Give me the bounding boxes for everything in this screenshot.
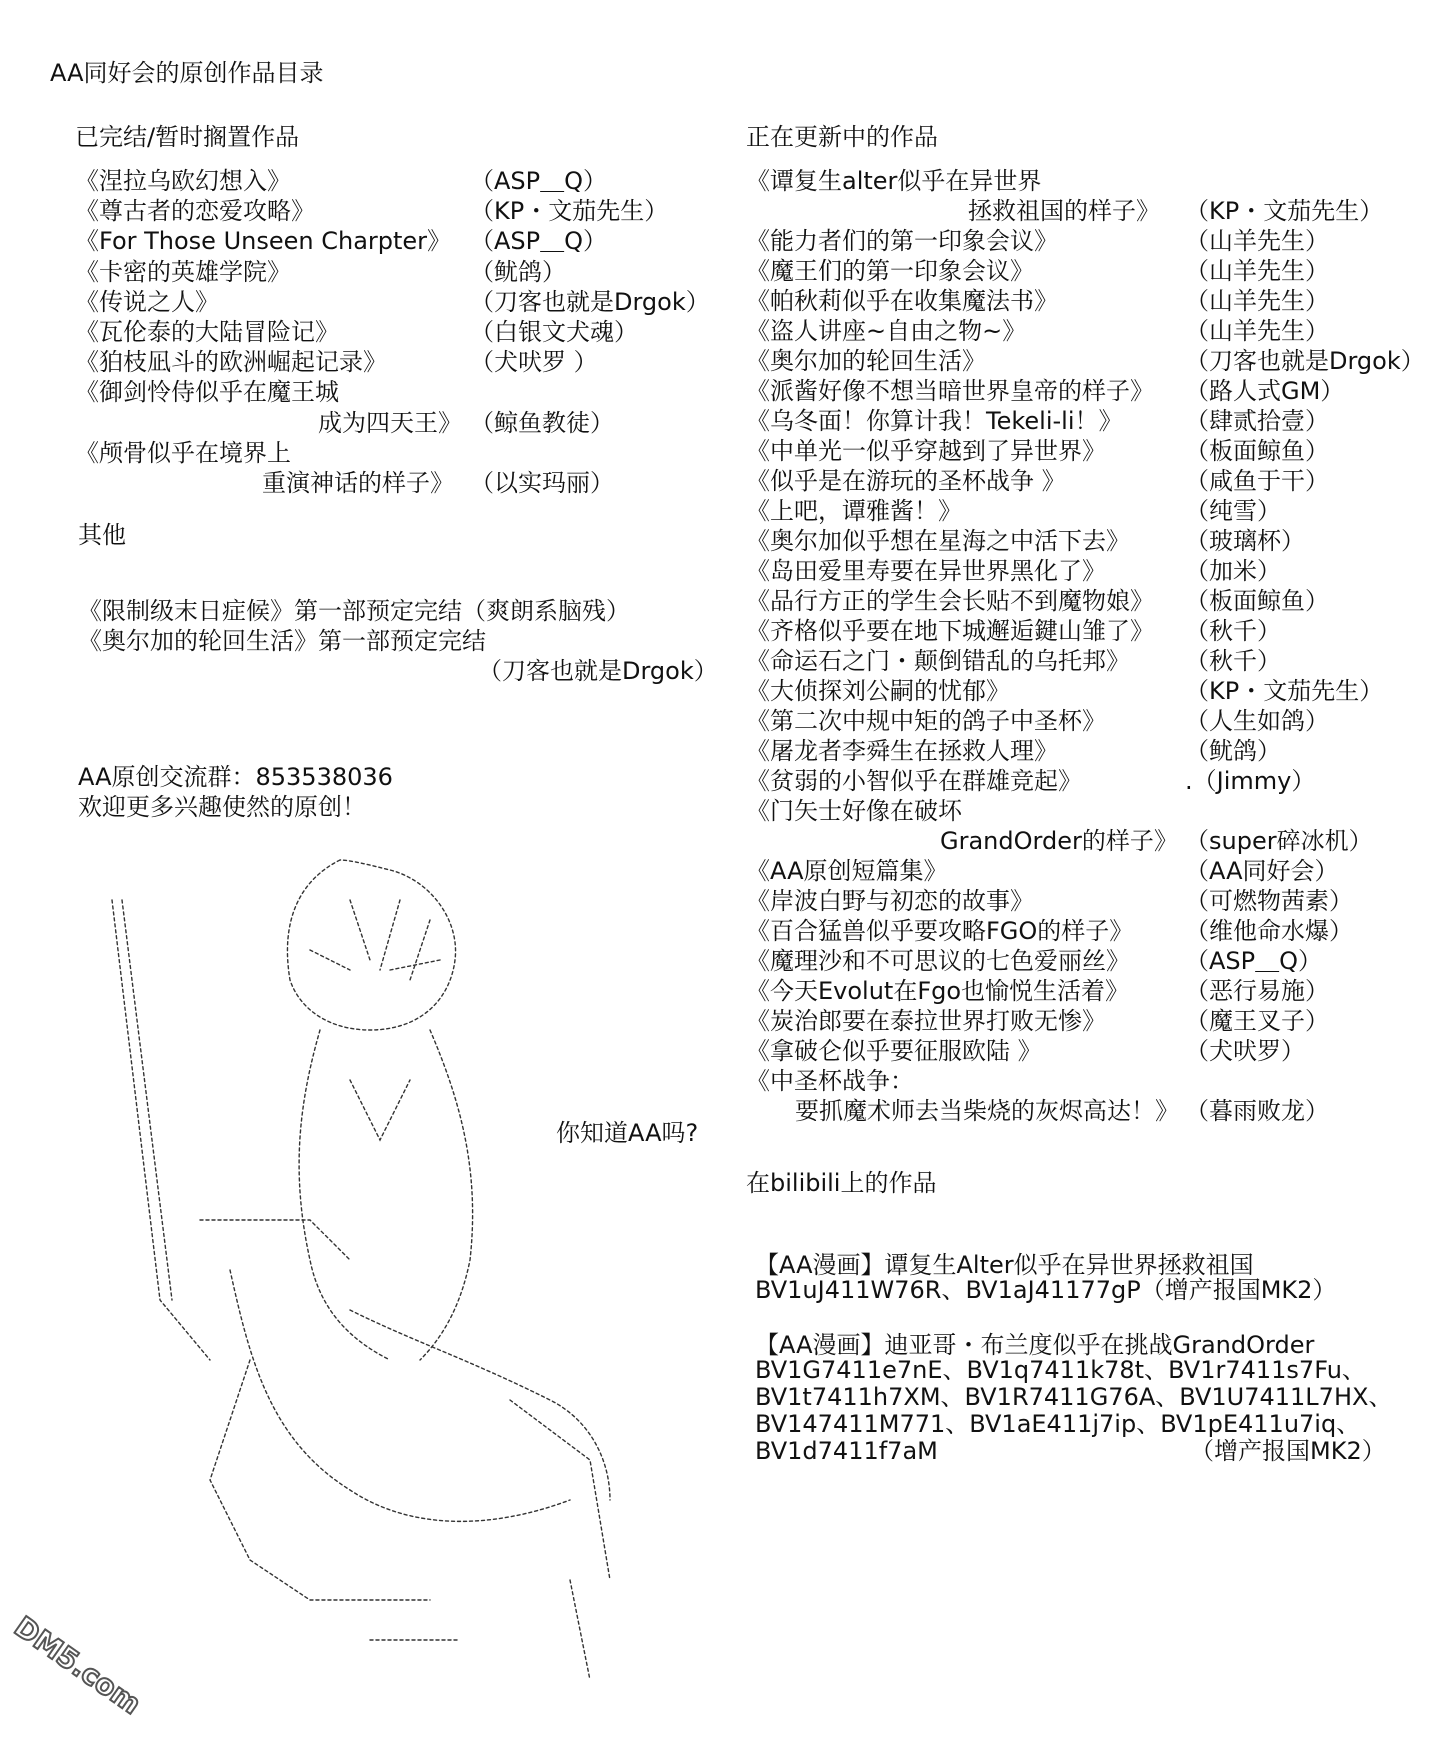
bilibili-heading: 在bilibili上的作品	[746, 1169, 937, 1197]
bilibili-entry-2-ids-2: BV1t7411h7XM、BV1R7411G76A、BV1U7411L7HX、	[755, 1383, 1393, 1411]
ongoing-item-title: 《奥尔加的轮回生活》	[746, 347, 986, 375]
ongoing-item-title: 《能力者们的第一印象会议》	[746, 227, 1058, 255]
ongoing-item-author: （恶行易施）	[1185, 977, 1329, 1005]
ongoing-item-title-continued: 要抓魔术师去当柴烧的灰烬高达！》	[795, 1097, 1179, 1125]
bilibili-entry-2-ids-3: BV147411M771、BV1aE411j7ip、BV1pE411u7iq、	[755, 1410, 1361, 1438]
other-line-1: 《限制级末日症候》第一部预定完结（爽朗系脑残）	[78, 597, 630, 625]
other-line-2-author: （刀客也就是Drgok）	[478, 657, 718, 685]
completed-item-author: （鲸鱼教徒）	[470, 408, 614, 437]
completed-item-author: （ASP＿Q）	[470, 167, 608, 195]
ongoing-item-author: （ASP＿Q）	[1185, 947, 1323, 975]
ascii-art-character-illustration	[50, 840, 670, 1690]
ongoing-item-author: （山羊先生）	[1185, 317, 1329, 345]
ongoing-item-title: 《谭复生alter似乎在异世界	[746, 167, 1042, 195]
ongoing-item-title: 《屠龙者李舜生在拯救人理》	[746, 737, 1058, 765]
ongoing-item-title: 《中圣杯战争：	[746, 1067, 914, 1095]
completed-item-title: 《传说之人》	[75, 287, 219, 316]
group-welcome: 欢迎更多兴趣使然的原创！	[78, 793, 366, 821]
ongoing-item-author: （鱿鸽）	[1185, 737, 1281, 765]
ongoing-item-title: 《岛田爱里寿要在异世界黑化了》	[746, 557, 1106, 585]
ongoing-item-title-continued: GrandOrder的样子》	[940, 827, 1178, 855]
ongoing-item-author: （山羊先生）	[1185, 227, 1329, 255]
ascii-art-figure	[50, 840, 670, 1690]
ongoing-item-title-continued: 拯救祖国的样子》	[968, 197, 1160, 225]
completed-heading: 已完结/暂时搁置作品	[75, 123, 300, 151]
watermark-text: DM5.com	[8, 1609, 148, 1721]
ongoing-item-title: 《第二次中规中矩的鸽子中圣杯》	[746, 707, 1106, 735]
ongoing-item-author: （纯雪）	[1185, 497, 1281, 525]
ongoing-item-title: 《魔理沙和不可思议的七色爱丽丝》	[746, 947, 1130, 975]
ongoing-item-title: 《拿破仑似乎要征服欧陆 》	[746, 1037, 1042, 1065]
ongoing-item-author: （维他命水爆）	[1185, 917, 1353, 945]
ongoing-item-title: 《AA原创短篇集》	[746, 857, 948, 885]
ongoing-item-title: 《上吧，谭雅酱！》	[746, 497, 962, 525]
bilibili-entry-1-title: 【AA漫画】谭复生Alter似乎在异世界拯救祖国	[755, 1251, 1254, 1279]
completed-item-title: 《颅骨似乎在境界上	[75, 438, 291, 467]
bilibili-entry-2-author: （增产报国MK2）	[1190, 1437, 1386, 1465]
ongoing-item-title: 《盗人讲座~自由之物~》	[746, 317, 1027, 345]
completed-item-author: （鱿鸽）	[470, 257, 566, 286]
ongoing-item-author: （加米）	[1185, 557, 1281, 585]
completed-item-author: （白银文犬魂）	[470, 318, 638, 346]
completed-item-author: （ASP＿Q）	[470, 227, 608, 256]
ongoing-item-author: （AA同好会）	[1185, 857, 1339, 885]
completed-item-title: 《涅拉乌欧幻想入》	[75, 167, 291, 195]
other-heading: 其他	[78, 521, 126, 549]
completed-item-author: （刀客也就是Drgok）	[470, 287, 710, 316]
ongoing-item-author: （山羊先生）	[1185, 257, 1329, 285]
completed-item-title: 《卡密的英雄学院》	[75, 257, 291, 286]
completed-item-title-continued: 重演神话的样子》	[262, 469, 454, 497]
completed-item-title: 《狛枝凪斗的欧洲崛起记录》	[75, 348, 387, 377]
ongoing-item-title: 《大侦探刘公嗣的忧郁》	[746, 677, 1010, 705]
ongoing-item-author: （刀客也就是Drgok）	[1185, 347, 1425, 375]
ongoing-item-author: .（Jimmy）	[1185, 767, 1316, 795]
ongoing-item-author: （板面鲸鱼）	[1185, 437, 1329, 465]
ongoing-item-title: 《齐格似乎要在地下城邂逅鍵山雏了》	[746, 617, 1154, 645]
completed-item-author: （KP・文茄先生）	[470, 197, 669, 226]
other-line-2: 《奥尔加的轮回生活》第一部预定完结	[78, 627, 486, 655]
ongoing-item-title: 《奥尔加似乎想在星海之中活下去》	[746, 527, 1130, 555]
completed-item-title: 《瓦伦泰的大陆冒险记》	[75, 318, 339, 346]
ongoing-item-author: （暮雨败龙）	[1185, 1097, 1329, 1125]
ongoing-item-author: （KP・文茄先生）	[1185, 677, 1384, 705]
ongoing-item-author: （咸鱼于干）	[1185, 467, 1329, 495]
group-number: AA原创交流群：853538036	[78, 763, 393, 791]
completed-item-title: 《御剑怜侍似乎在魔王城	[75, 378, 339, 407]
ongoing-item-author: （犬吠罗）	[1185, 1037, 1305, 1065]
ongoing-item-title: 《岸波白野与初恋的故事》	[746, 887, 1034, 915]
speech-text: 你知道AA吗?	[556, 1119, 699, 1147]
ongoing-item-author: （板面鲸鱼）	[1185, 587, 1329, 615]
ongoing-item-author: （秋千）	[1185, 647, 1281, 675]
ongoing-item-title: 《百合猛兽似乎要攻略FGO的样子》	[746, 917, 1134, 945]
ongoing-item-title: 《派酱好像不想当暗世界皇帝的样子》	[746, 377, 1154, 405]
bilibili-entry-2-ids-4: BV1d7411f7aM	[755, 1437, 938, 1465]
ongoing-item-title: 《魔王们的第一印象会议》	[746, 257, 1034, 285]
ongoing-item-title: 《门矢士好像在破坏	[746, 797, 962, 825]
ongoing-item-title: 《炭治郎要在泰拉世界打败无惨》	[746, 1007, 1106, 1035]
ongoing-item-author: （可燃物茜素）	[1185, 887, 1353, 915]
ongoing-item-title: 《乌冬面！你算计我！Tekeli-li！》	[746, 407, 1123, 435]
completed-item-title: 《尊古者的恋爱攻略》	[75, 197, 315, 226]
ongoing-item-author: （玻璃杯）	[1185, 527, 1305, 555]
ongoing-item-title: 《中单光一似乎穿越到了异世界》	[746, 437, 1106, 465]
ongoing-item-author: （魔王叉子）	[1185, 1007, 1329, 1035]
ongoing-item-author: （秋千）	[1185, 617, 1281, 645]
ongoing-item-author: （人生如鸽）	[1185, 707, 1329, 735]
ongoing-item-title: 《今天Evolut在Fgo也愉悦生活着》	[746, 977, 1130, 1005]
ongoing-heading: 正在更新中的作品	[746, 123, 938, 151]
ongoing-item-author: （山羊先生）	[1185, 287, 1329, 315]
bilibili-entry-2-ids-1: BV1G7411e7nE、BV1q7411k78t、BV1r7411s7Fu、	[755, 1356, 1366, 1384]
ongoing-item-title: 《品行方正的学生会长贴不到魔物娘》	[746, 587, 1154, 615]
ongoing-item-title: 《帕秋莉似乎在收集魔法书》	[746, 287, 1058, 315]
bilibili-entry-1-ids: BV1uJ411W76R、BV1aJ41177gP（增产报国MK2）	[755, 1276, 1337, 1304]
ongoing-item-author: （KP・文茄先生）	[1185, 197, 1384, 225]
ongoing-item-title: 《贫弱的小智似乎在群雄竞起》	[746, 767, 1082, 795]
ongoing-item-title: 《命运石之门・颠倒错乱的乌托邦》	[746, 647, 1130, 675]
ongoing-item-author: （路人式GM）	[1185, 377, 1345, 405]
completed-item-title-continued: 成为四天王》	[318, 408, 462, 437]
ongoing-item-author: （肆贰拾壹）	[1185, 407, 1329, 435]
page-title: AA同好会的原创作品目录	[50, 59, 324, 87]
ongoing-item-author: （super碎冰机）	[1185, 827, 1373, 855]
completed-item-author: （犬吠罗 ）	[470, 348, 598, 377]
site-watermark-logo	[8, 1605, 148, 1725]
completed-item-title: 《For Those Unseen Charpter》	[75, 227, 452, 256]
ongoing-item-title: 《似乎是在游玩的圣杯战争 》	[746, 467, 1066, 495]
bilibili-entry-2-title: 【AA漫画】迪亚哥・布兰度似乎在挑战GrandOrder	[755, 1331, 1315, 1359]
completed-item-author: （以实玛丽）	[470, 469, 614, 497]
